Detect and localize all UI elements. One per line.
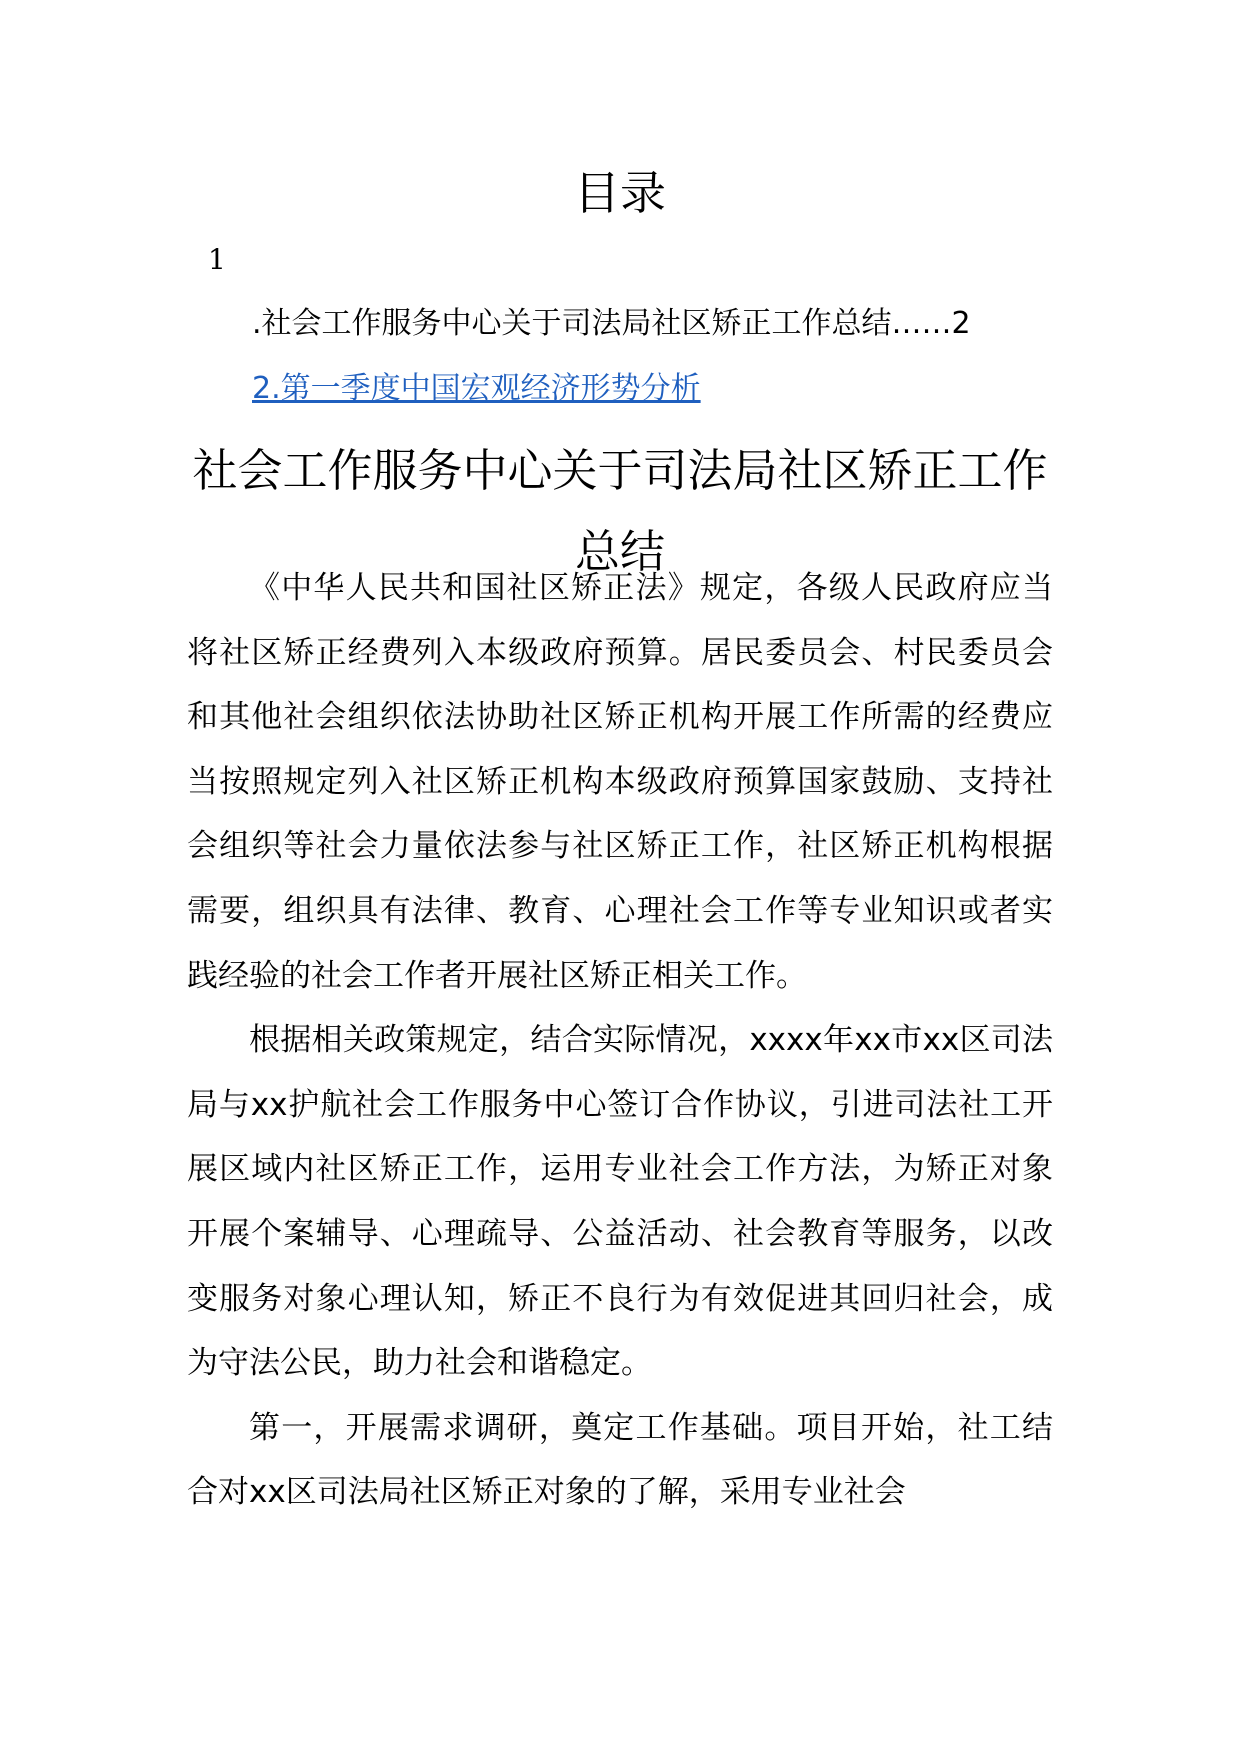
toc-entry-1[interactable]: .社会工作服务中心关于司法局社区矫正工作总结……2 [252, 306, 971, 341]
paragraph-1: 《中华人民共和国社区矫正法》规定，各级人民政府应当将社区矫正经费列入本级政府预算。居民委员会、村民委员会和其他社会组织依法协助社区矫正机构开展工作所需的经费应当按照规定列入社区矫正机构本级政府预算国家鼓励、支持社会组织等社会力量依法参与社区矫正工作，社区矫正机构根据需要，组织具有法律、教育、心理社会工作等专业知识或者实践经验的社会工作者开展社区矫正相关工作。 [187, 570, 1053, 994]
toc-entry-2-link[interactable]: 2.第一季度中国宏观经济形势分析 [252, 371, 701, 406]
document-title: 社会工作服务中心关于司法局社区矫正工作总结 [192, 444, 1048, 578]
toc-heading: 目录 [574, 166, 666, 220]
paragraph-2: 根据相关政策规定，结合实际情况，xxxx年xx市xx区司法局与xx护航社会工作服务中心签订合作协议，引进司法社工开展区域内社区矫正工作，运用专业社会工作方法，为矫正对象开展个案辅导、心理疏导、公益活动、社会教育等服务，以改变服务对象心理认知，矫正不良行为有效促进其回归社会，成为守法公民，助力社会和谐稳定。 [187, 1022, 1053, 1382]
document-body [187, 556, 1053, 1525]
toc-number-fragment: 1 [208, 243, 226, 276]
paragraph-3: 第一，开展需求调研，奠定工作基础。项目开始，社工结合对xx区司法局社区矫正对象的了解，采用专业社会 [187, 1409, 1053, 1511]
